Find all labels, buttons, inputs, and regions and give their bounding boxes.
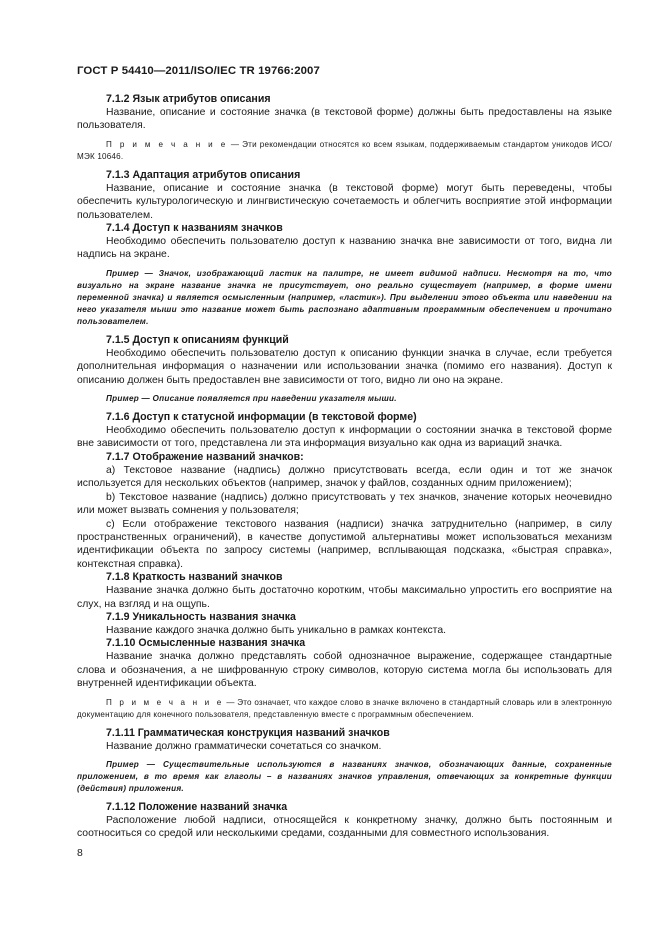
section-heading-7-1-7: 7.1.7 Отображение названий значков:: [106, 450, 304, 463]
note-text: — Эти рекомендации относятся ко всем языкам, поддерживаемым стандартом уникодов ИСО/МЭК 10646.: [77, 139, 612, 161]
paragraph: Необходимо обеспечить пользователю доступ к названию значка вне зависимости от того, видна ли надпись на экране.: [77, 236, 612, 261]
note-label: П р и м е ч а н и е: [106, 697, 224, 707]
note: [77, 697, 612, 721]
section-heading-7-1-10: 7.1.10 Осмысленные названия значка: [106, 637, 306, 650]
paragraph: Название, описание и состояние значка (в текстовой форме) должны быть предоставлены на языке пользователя.: [77, 107, 612, 132]
section-heading-7-1-12: 7.1.12 Положение названий значка: [106, 800, 288, 813]
paragraph: Название значка должно представлять собой однозначное выражение, содержащее стандартные слова и обозначения, а не шифрованную строку символов, которую система могла бы использовать для внутренней идентификации объекта.: [77, 651, 612, 690]
section-heading-7-1-8: 7.1.8 Краткость названий значков: [106, 571, 283, 584]
standard-header: ГОСТ Р 54410—2011/ISO/IEC TR 19766:2007: [77, 65, 320, 77]
paragraph: Расположение любой надписи, относящейся к конкретному значку, должно быть постоянным и соотноситься со средой или несколькими средами, созданными для совместного использования.: [77, 814, 612, 840]
section-heading-7-1-5: 7.1.5 Доступ к описаниям функций: [106, 333, 289, 346]
section-heading-7-1-4: 7.1.4 Доступ к названиям значков: [106, 222, 283, 235]
paragraph: Название каждого значка должно быть уникально в рамках контекста.: [106, 624, 446, 636]
page-content: [77, 93, 612, 841]
note: [77, 139, 612, 163]
paragraph: Необходимо обеспечить пользователю доступ к информации о состоянии значка в текстовой форме вне зависимости от того, представлена ли эта информация визуально как одна из вариаций значка.: [77, 425, 612, 450]
list-item-a: а) Текстовое название (надпись) должно присутствовать всегда, если один и тот же значок используется для нескольких объектов (например, значок у файлов, созданных одним приложением);: [77, 464, 612, 490]
paragraph: Необходимо обеспечить пользователю доступ к описанию функции значка в случае, если требуется дополнительная информация о назначении или использовании значка (помимо его названия). Доступ к описанию должен быть предоставлен вне зависимости от того, видно ли оно на экране.: [77, 347, 612, 386]
list-item-c: с) Если отображение текстового названия (надписи) значка затруднительно (например, в силу пространственных ограничений), в качестве допустимой альтернативы может использоваться механизм идентификации объекта по запросу системы (например, всплывающая подсказка, «быстрая справка», контекстная справка).: [77, 518, 612, 570]
section-heading-7-1-3: 7.1.3 Адаптация атрибутов описания: [106, 168, 301, 181]
paragraph: Название, описание и состояние значка (в текстовой форме) могут быть переведены, чтобы обеспечить культурологическую и лингвистическую сочетаемость и облегчить восприятие этой информации пользователем.: [77, 182, 612, 221]
note-label: П р и м е ч а н и е: [106, 139, 228, 149]
section-heading-7-1-6: 7.1.6 Доступ к статусной информации (в текстовой форме): [106, 411, 417, 424]
example: Пример — Значок, изображающий ластик на палитре, не имеет видимой надписи. Несмотря на то, что визуально на экране название значка не присутствует, оно реально существует (например, в форме имени переменной значка) и является осмысленным (например, «ластик»). При выделении этого объекта или наведении на него указателя мыши это название может быть распознано адаптивным программным обеспечением и прочитано пользователем.: [77, 268, 612, 326]
paragraph: Название должно грамматически сочетаться со значком.: [106, 740, 382, 752]
paragraph: Название значка должно быть достаточно коротким, чтобы максимально упростить его восприятие на слух, на взгляд и на ощупь.: [77, 585, 612, 610]
example: Пример — Описание появляется при наведении указателя мыши.: [106, 394, 397, 404]
section-heading-7-1-11: 7.1.11 Грамматическая конструкция названий значков: [106, 726, 390, 739]
example: Пример — Существительные используются в названиях значков, обозначающих данные, сохраненные приложением, в то время как глаголы – в названиях значков управления, отвечающих за конкретные функции (действия) приложения.: [77, 759, 612, 793]
list-item-b: b) Текстовое название (надпись) должно присутствовать у тех значков, значение которых неочевидно или может вызвать сомнения у пользователя;: [77, 491, 612, 517]
section-heading-7-1-9: 7.1.9 Уникальность названия значка: [106, 610, 296, 623]
section-heading-7-1-2: 7.1.2 Язык атрибутов описания: [106, 93, 271, 105]
page-number: 8: [77, 848, 83, 859]
note-text: — Это означает, что каждое слово в значке включено в стандартный словарь или в электронную документацию для конечного пользователя, представленную вместе с программным обеспечением.: [77, 697, 612, 719]
